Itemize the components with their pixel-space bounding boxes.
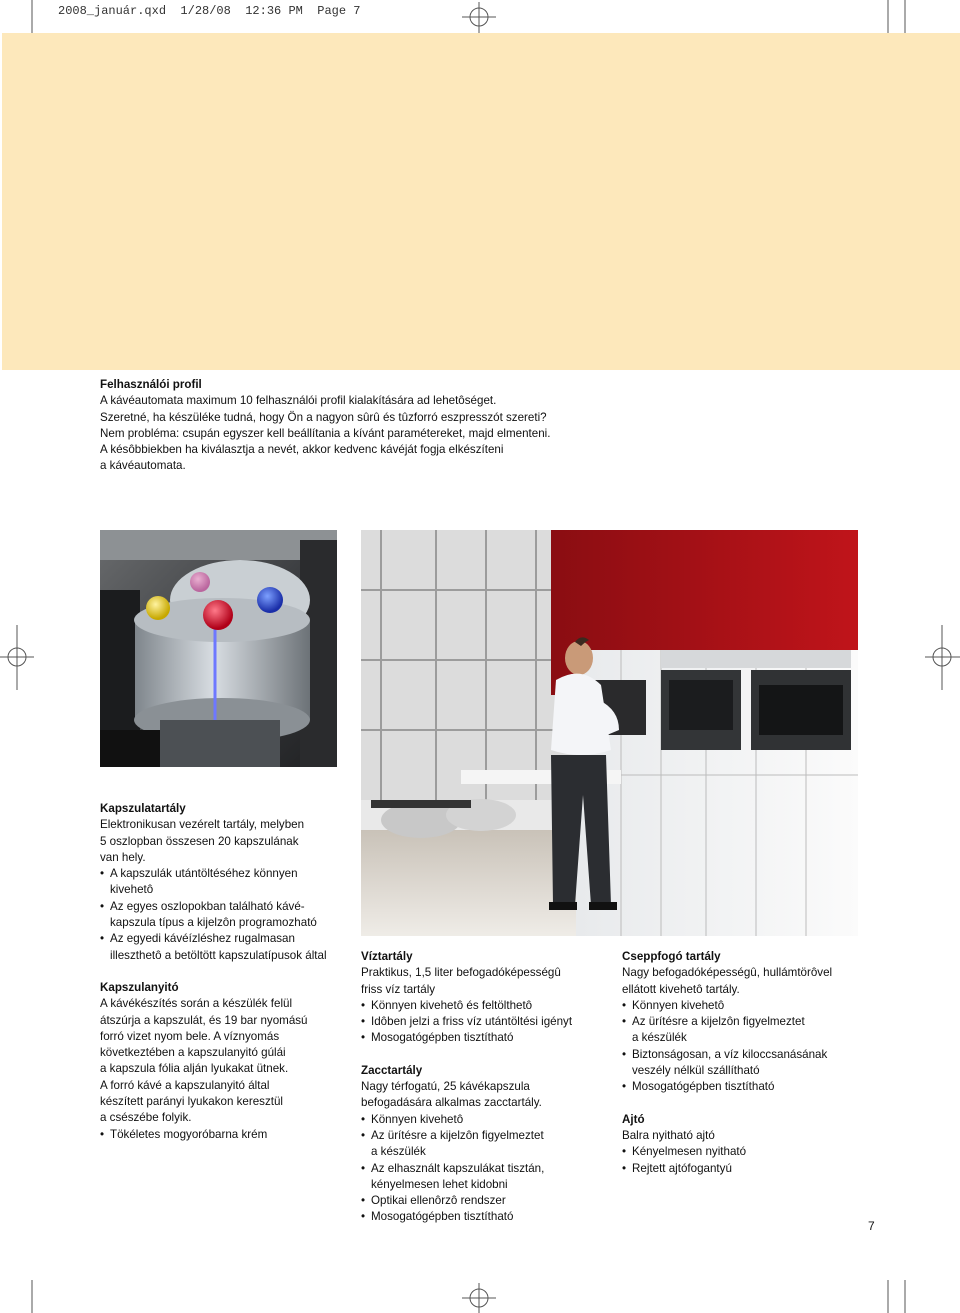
bullet-item: • Rejtett ajtófogantyú: [622, 1161, 872, 1177]
grounds-tank-bullets: [361, 1112, 611, 1226]
bullet-item: • Optikai ellenôrzô rendszer: [361, 1193, 611, 1209]
grounds-tank-line: befogadására alkalmas zacctartály.: [361, 1096, 542, 1110]
col2-section: [361, 949, 611, 1226]
capsule-opener-line: A forró kávé a kapszulanyitó által: [100, 1078, 270, 1092]
capsule-opener-heading: Kapszulanyitó: [100, 980, 179, 994]
capsule-opener-line: A kávékészítés során a készülék felül: [100, 997, 293, 1011]
col3-section: [622, 949, 872, 1177]
water-tank-heading: Víztartály: [361, 950, 413, 963]
bullet-item: • Biztonságosan, a víz kiloccsanásának veszély nélkül szállítható: [622, 1047, 872, 1080]
bullet-item: • A kapszulák utántöltéséhez könnyen kivehetô: [100, 866, 350, 899]
bullet-item: • Könnyen kivehetô: [361, 1112, 611, 1128]
capsule-tank-line: 5 oszlopban összesen 20 kapszulának: [100, 834, 299, 848]
capsule-opener-line: forró vizet nyom bele. A víznyomás: [100, 1029, 280, 1043]
grounds-tank-heading: Zacctartály: [361, 1063, 423, 1077]
capsule-opener-bullets: [100, 1127, 350, 1143]
profile-heading: Felhasználói profil: [100, 378, 202, 391]
door-line: Balra nyitható ajtó: [622, 1128, 715, 1142]
kitchen-scene-photo: [361, 530, 858, 936]
capsule-opener-line: a kapszula fólia alján lyukakat ütnek.: [100, 1062, 289, 1076]
bullet-item: • Tökéletes mogyoróbarna krém: [100, 1127, 350, 1143]
profile-line: a kávéautomata.: [100, 459, 186, 473]
bullet-item: • Mosogatógépben tisztítható: [361, 1209, 611, 1225]
profile-section: [100, 377, 720, 475]
drip-tray-line: Nagy befogadóképességû, hullámtörôvel: [622, 966, 833, 980]
bullet-item: • Az egyedi kávéízléshez rugalmasan illeszthetô a betöltött kapszulatípusok által: [100, 931, 350, 964]
capsule-opener-line: a csészébe folyik.: [100, 1111, 192, 1125]
water-tank-line: Praktikus, 1,5 liter befogadóképességû: [361, 966, 561, 980]
capsule-tank-heading: Kapszulatartály: [100, 802, 186, 815]
water-tank-bullets: [361, 998, 611, 1047]
bullet-item: • Mosogatógépben tisztítható: [622, 1079, 872, 1095]
drip-tray-line: ellátott kivehetô tartály.: [622, 982, 740, 996]
bullet-item: • Az elhasznált kapszulákat tisztán, kényelmesen lehet kidobni: [361, 1161, 611, 1194]
capsule-opener-line: készített parányi lyukakon keresztül: [100, 1095, 284, 1109]
water-tank-line: friss víz tartály: [361, 982, 436, 996]
bullet-item: • Idôben jelzi a friss víz utántöltési igényt: [361, 1014, 611, 1030]
page-number: 7: [868, 1219, 875, 1233]
profile-line: Nem probléma: csupán egyszer kell beállítania a kívánt paramétereket, majd elmenteni.: [100, 426, 551, 440]
capsule-opener-line: átszúrja a kapszulát, és 19 bar nyomású: [100, 1013, 308, 1027]
col1-section: [100, 801, 350, 1143]
drip-tray-bullets: [622, 998, 872, 1096]
capsule-tank-line: van hely.: [100, 850, 146, 864]
profile-line: A kávéautomata maximum 10 felhasználói profil kialakítására ad lehetôséget.: [100, 394, 497, 408]
slug-line: 2008_január.qxd 1/28/08 12:36 PM Page 7: [58, 4, 361, 18]
drip-tray-heading: Cseppfogó tartály: [622, 950, 721, 963]
door-bullets: [622, 1144, 872, 1177]
bullet-item: • Könnyen kivehetô: [622, 998, 872, 1014]
profile-line: Szeretné, ha készüléke tudná, hogy Ön a nagyon sûrû és tûzforró eszpresszót szereti?: [100, 410, 547, 424]
capsule-opener-line: következtében a kapszulanyitó gúlái: [100, 1046, 286, 1060]
door-heading: Ajtó: [622, 1112, 645, 1126]
cream-background-panel: [2, 33, 960, 370]
bullet-item: • Könnyen kivehetô és feltölthetô: [361, 998, 611, 1014]
bullet-item: • Az ürítésre a kijelzôn figyelmeztet a készülék: [622, 1014, 872, 1047]
bullet-item: • Az ürítésre a kijelzôn figyelmeztet a készülék: [361, 1128, 611, 1161]
bullet-item: • Kényelmesen nyitható: [622, 1144, 872, 1160]
profile-line: A késôbbiekben ha kiválasztja a nevét, akkor kedvenc kávéját fogja elkészíteni: [100, 443, 504, 457]
capsule-tank-bullets: [100, 866, 350, 964]
bullet-item: • Az egyes oszlopokban található kávé- kapszula típus a kijelzôn programozható: [100, 899, 350, 932]
capsule-holder-photo: [100, 530, 337, 767]
bullet-item: • Mosogatógépben tisztítható: [361, 1030, 611, 1046]
capsule-tank-line: Elektronikusan vezérelt tartály, melyben: [100, 818, 305, 832]
grounds-tank-line: Nagy térfogatú, 25 kávékapszula: [361, 1080, 530, 1094]
